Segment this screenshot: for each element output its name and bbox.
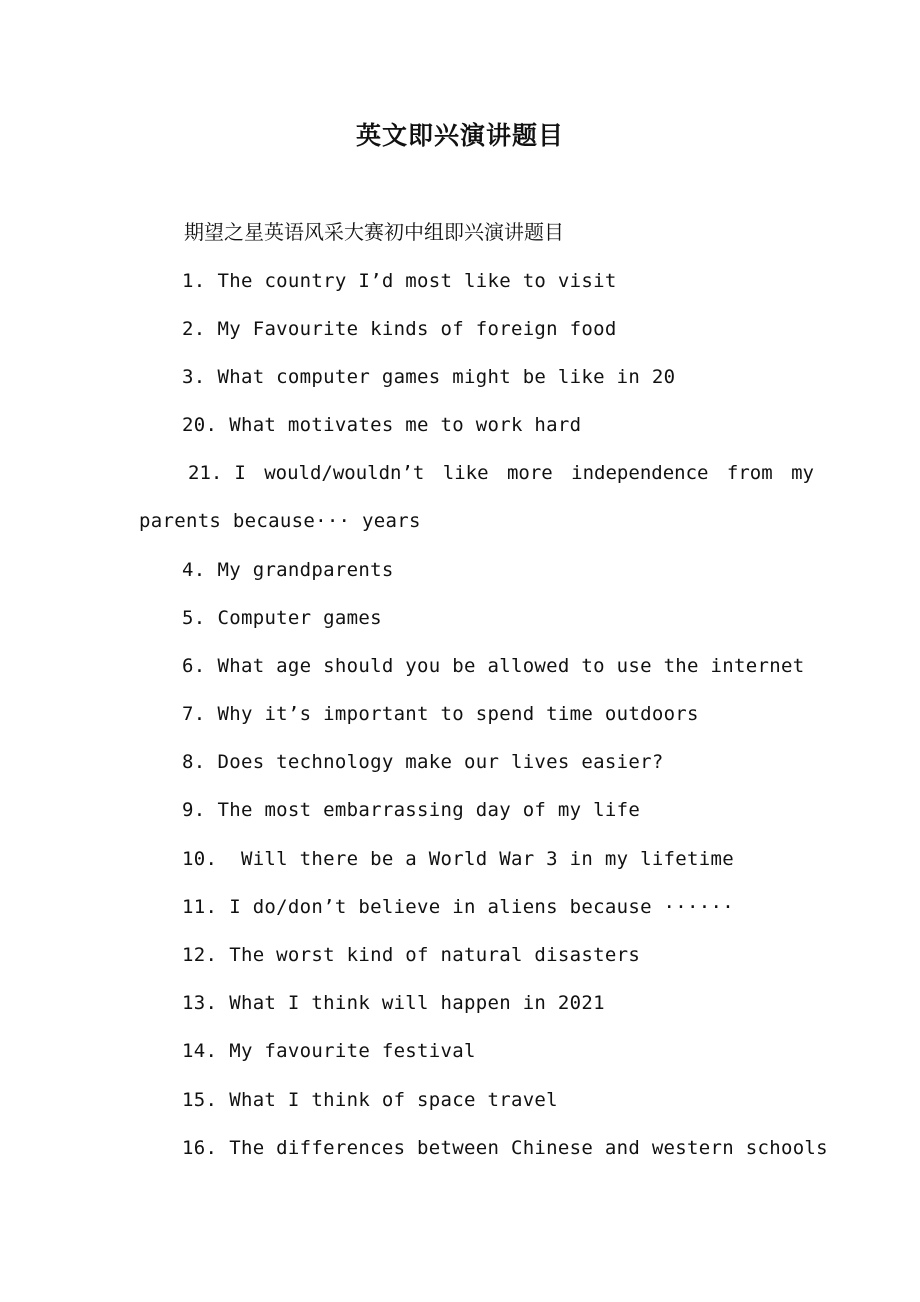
item-text: Computer games bbox=[217, 607, 382, 629]
item-number: 6. bbox=[182, 655, 206, 677]
item-number: 13. bbox=[182, 992, 218, 1014]
item-number: 7. bbox=[182, 703, 206, 725]
item-number: 5. bbox=[182, 607, 206, 629]
list-item bbox=[182, 1133, 828, 1163]
list-item-continuation bbox=[139, 506, 421, 536]
item-text: What computer games might be like in 20 bbox=[217, 366, 676, 388]
item-text: What motivates me to work hard bbox=[229, 414, 582, 436]
list-item bbox=[182, 844, 734, 874]
item-text: I do/don’t believe in aliens because ······ bbox=[229, 896, 734, 918]
item-text: My Favourite kinds of foreign food bbox=[217, 318, 617, 340]
item-number: 20. bbox=[182, 414, 218, 436]
item-number: 2. bbox=[182, 318, 206, 340]
item-number: 11. bbox=[182, 896, 218, 918]
list-item bbox=[188, 458, 814, 488]
list-item bbox=[182, 314, 617, 344]
item-number: 21. bbox=[188, 462, 223, 484]
item-number: 4. bbox=[182, 559, 206, 581]
list-item bbox=[182, 651, 804, 681]
list-item bbox=[182, 362, 675, 392]
list-item bbox=[182, 988, 605, 1018]
item-number: 3. bbox=[182, 366, 206, 388]
item-number: 8. bbox=[182, 751, 206, 773]
item-number: 12. bbox=[182, 944, 218, 966]
item-number: 9. bbox=[182, 799, 206, 821]
item-text: The differences between Chinese and western schools bbox=[229, 1137, 828, 1159]
list-item bbox=[182, 747, 664, 777]
item-text: What age should you be allowed to use the internet bbox=[217, 655, 805, 677]
item-text: My grandparents bbox=[217, 559, 394, 581]
item-number: 14. bbox=[182, 1040, 218, 1062]
item-number: 16. bbox=[182, 1137, 218, 1159]
list-item bbox=[182, 1085, 558, 1115]
list-item bbox=[182, 266, 617, 296]
item-text: I would/wouldn’t like more independence from my bbox=[234, 462, 814, 484]
item-text: The most embarrassing day of my life bbox=[217, 799, 641, 821]
item-text: The worst kind of natural disasters bbox=[229, 944, 641, 966]
list-item bbox=[182, 940, 640, 970]
list-item bbox=[182, 410, 581, 440]
list-item bbox=[182, 795, 640, 825]
item-text: Why it’s important to spend time outdoors bbox=[217, 703, 699, 725]
list-item bbox=[182, 555, 394, 585]
item-text: My favourite festival bbox=[229, 1040, 476, 1062]
item-number: 1. bbox=[182, 270, 206, 292]
item-number: 10. bbox=[182, 848, 218, 870]
item-text: What I think of space travel bbox=[229, 1089, 558, 1111]
item-text: parents because··· years bbox=[139, 510, 421, 532]
item-number: 15. bbox=[182, 1089, 218, 1111]
list-item bbox=[182, 1036, 476, 1066]
item-text: The country I’d most like to visit bbox=[217, 270, 617, 292]
list-item bbox=[182, 892, 734, 922]
item-text: Does technology make our lives easier? bbox=[217, 751, 664, 773]
item-text: Will there be a World War 3 in my lifetime bbox=[229, 848, 734, 870]
document-title: 英文即兴演讲题目 bbox=[355, 121, 564, 150]
list-item bbox=[182, 603, 382, 633]
document-subtitle: 期望之星英语风采大赛初中组即兴演讲题目 bbox=[184, 220, 564, 244]
list-item bbox=[182, 699, 699, 729]
item-text: What I think will happen in 2021 bbox=[229, 992, 605, 1014]
